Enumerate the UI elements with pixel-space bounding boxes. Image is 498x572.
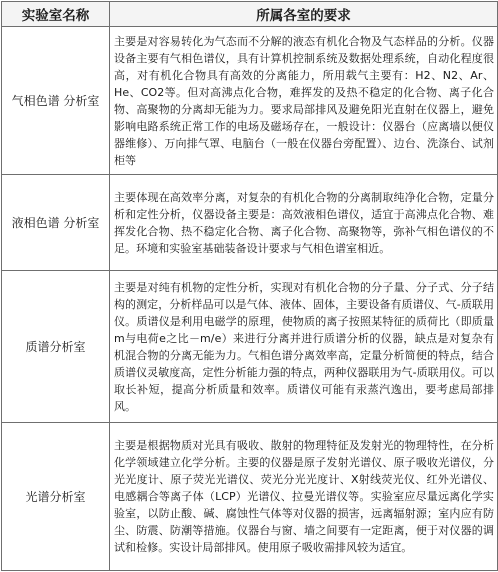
- table-row: [2, 175, 498, 271]
- table-row: [2, 423, 498, 571]
- lab-requirements-lc: 主要体现在高效率分离，对复杂的有机化合物的分离制取纯净化合物，定量分析和定性分析，仪器设备主要是：高效液相色谱仪，适宜于高沸点化合物、难挥发化合物、热不稳定化合物、离子化合物、高聚物等，弥补气相色谱仪的不足。环境和实验室基础装备设计要求与气相色谱室相近。: [110, 175, 498, 271]
- lab-requirements-table: [1, 1, 498, 571]
- table-header-row: [2, 2, 498, 27]
- lab-name-lc: 液相色谱 分析室: [2, 175, 110, 271]
- table-row: [2, 271, 498, 423]
- lab-requirements-spectro: 主要是根据物质对光具有吸收、散射的物理特征及发射光的物理特性，在分析化学领域建立化学分析。主要的仪器是原子发射光谱仪、原子吸收光谱仪，分光光度计、原子荧光光谱仪、荧光分光光度计、X射线荧光仪、红外光谱仪、电感耦合等离子体（LCP）光谱仪、拉曼光谱仪等。实验室应尽量远离化学实验室，以防止酸、碱、腐蚀性气体等对仪器的损害，远离辐射源；室内应有防尘、防震、防潮等措施。仪器台与窗、墙之间要有一定距离，便于对仪器的调试和检修。实设计局部排风。使用原子吸收需排风较为适宜。: [110, 423, 498, 571]
- lab-name-spectro: 光谱分析室: [2, 423, 110, 571]
- lab-requirements-ms: 主要是对纯有机物的定性分析，实现对有机化合物的分子量、分子式、分子结构的测定，分析样品可以是气体、液体、固体，主要设备有质谱仪、气-质联用仪。质谱仪是利用电磁学的原理，使物质的离子按照某特征的质荷比（即质量m与电荷e之比－m/e）来进行分离并进行质谱分析的仪器，缺点是对复杂有机混合物的分离无能为力。气相色谱分离效率高，定量分析简便的特点，结合质谱仪灵敏度高，定性分析能力强的特点，两种仪器联用为气-质联用仪。可以取长补短，提高分析质量和效率。质谱仪可能有汞蒸汽逸出，要考虑局部排风。: [110, 271, 498, 423]
- lab-requirements-gc: 主要是对容易转化为气态而不分解的液态有机化合物及气态样品的分析。仪器设备主要有气相色谱仪，具有计算机控制系统及数据处理系统，自动化程度很高，对有机化合物具有高效的分离能力，所用载气主要有：H2、N2、Ar、He、CO2等。但对高沸点化合物，难挥发的及热不稳定的化合物、离子化合物、高聚物的分离却无能为力。要求局部排风及避免阳光直射在仪器上，避免影响电路系统正常工作的电场及磁场存在，一般设计：仪器台（应离墙以便仪器维修）、万向排气罩、电脑台（一般在仪器台旁配置）、边台、洗涤台、试剂柜等: [110, 27, 498, 175]
- header-lab-name: 实验室名称: [2, 2, 110, 27]
- lab-requirements-document: [1, 1, 497, 571]
- lab-name-gc: 气相色谱 分析室: [2, 27, 110, 175]
- table-row: [2, 27, 498, 175]
- header-requirements: 所属各室的要求: [110, 2, 498, 27]
- lab-name-ms: 质谱分析室: [2, 271, 110, 423]
